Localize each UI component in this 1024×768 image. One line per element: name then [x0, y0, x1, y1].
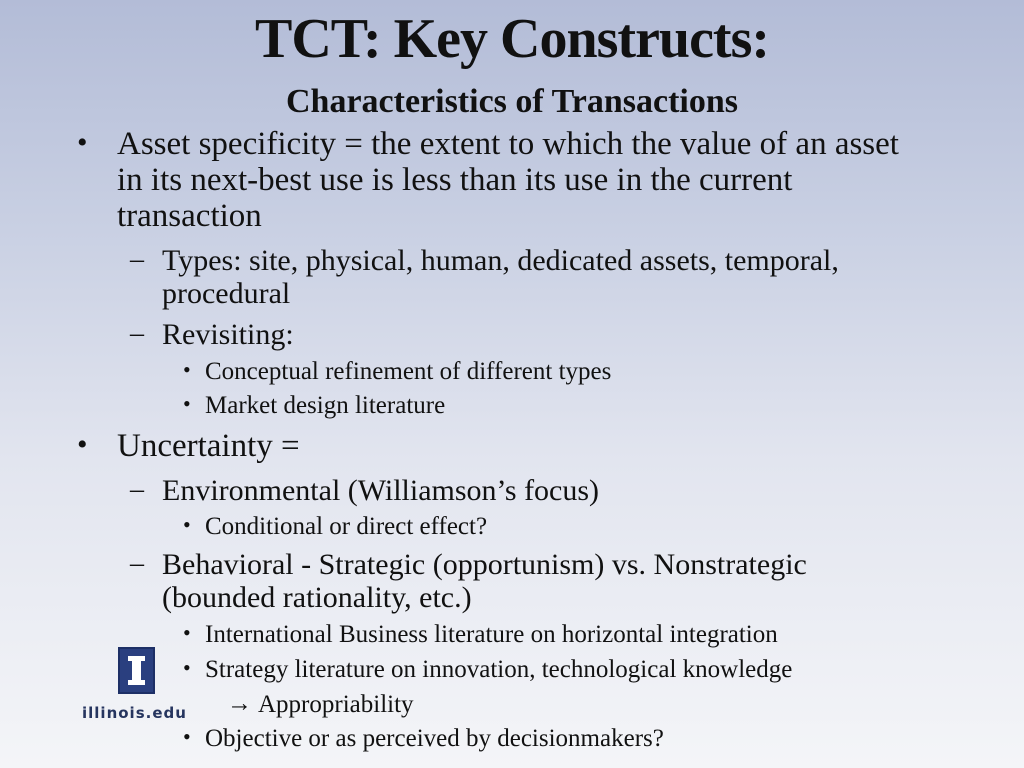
- types-line-2: procedural: [162, 277, 291, 310]
- environmental-label: Environmental (Williamson’s focus): [162, 474, 600, 507]
- bullet-glyph: •: [183, 620, 191, 645]
- dash-glyph: –: [130, 318, 144, 349]
- bullet-glyph: •: [77, 126, 88, 159]
- bullet-glyph: •: [183, 391, 191, 416]
- bullet-glyph: •: [183, 357, 191, 382]
- behavioral-line-2: (bounded rationality, etc.): [162, 581, 472, 614]
- dash-glyph: –: [130, 548, 144, 579]
- asset-specificity-line-2: in its next-best use is less than its use in the current: [117, 162, 793, 198]
- dash-glyph: –: [130, 474, 144, 505]
- bullet-glyph: •: [183, 655, 191, 680]
- behavioral-item: Strategy literature on innovation, technological knowledge: [205, 656, 793, 683]
- behavioral-item: International Business literature on horizontal integration: [205, 621, 778, 648]
- types-line-1: Types: site, physical, human, dedicated assets, temporal,: [162, 244, 839, 277]
- dash-glyph: –: [130, 244, 144, 275]
- behavioral-item: Objective or as perceived by decisionmakers?: [205, 725, 664, 752]
- revisiting-item: Conceptual refinement of different types: [205, 358, 612, 385]
- arrow-right-icon: →: [227, 690, 252, 717]
- page-subtitle: Characteristics of Transactions: [285, 83, 738, 120]
- asset-specificity-line-3: transaction: [117, 198, 262, 234]
- asset-specificity-line-1: Asset specificity = the extent to which the value of an asset: [117, 126, 899, 162]
- bullet-glyph: •: [183, 512, 191, 537]
- environmental-item: Conditional or direct effect?: [205, 513, 488, 540]
- illinois-logo-icon: [118, 647, 155, 694]
- uncertainty-label: Uncertainty =: [117, 428, 300, 464]
- page-title: TCT: Key Constructs:: [254, 8, 770, 70]
- logo-text: illinois.edu: [82, 704, 187, 722]
- revisiting-label: Revisiting:: [162, 318, 294, 351]
- behavioral-line-1: Behavioral - Strategic (opportunism) vs. Nonstrategic: [162, 548, 807, 581]
- bullet-glyph: •: [77, 428, 88, 461]
- appropriability-label: Appropriability: [258, 691, 414, 718]
- revisiting-item: Market design literature: [205, 392, 446, 419]
- bullet-glyph: •: [183, 724, 191, 749]
